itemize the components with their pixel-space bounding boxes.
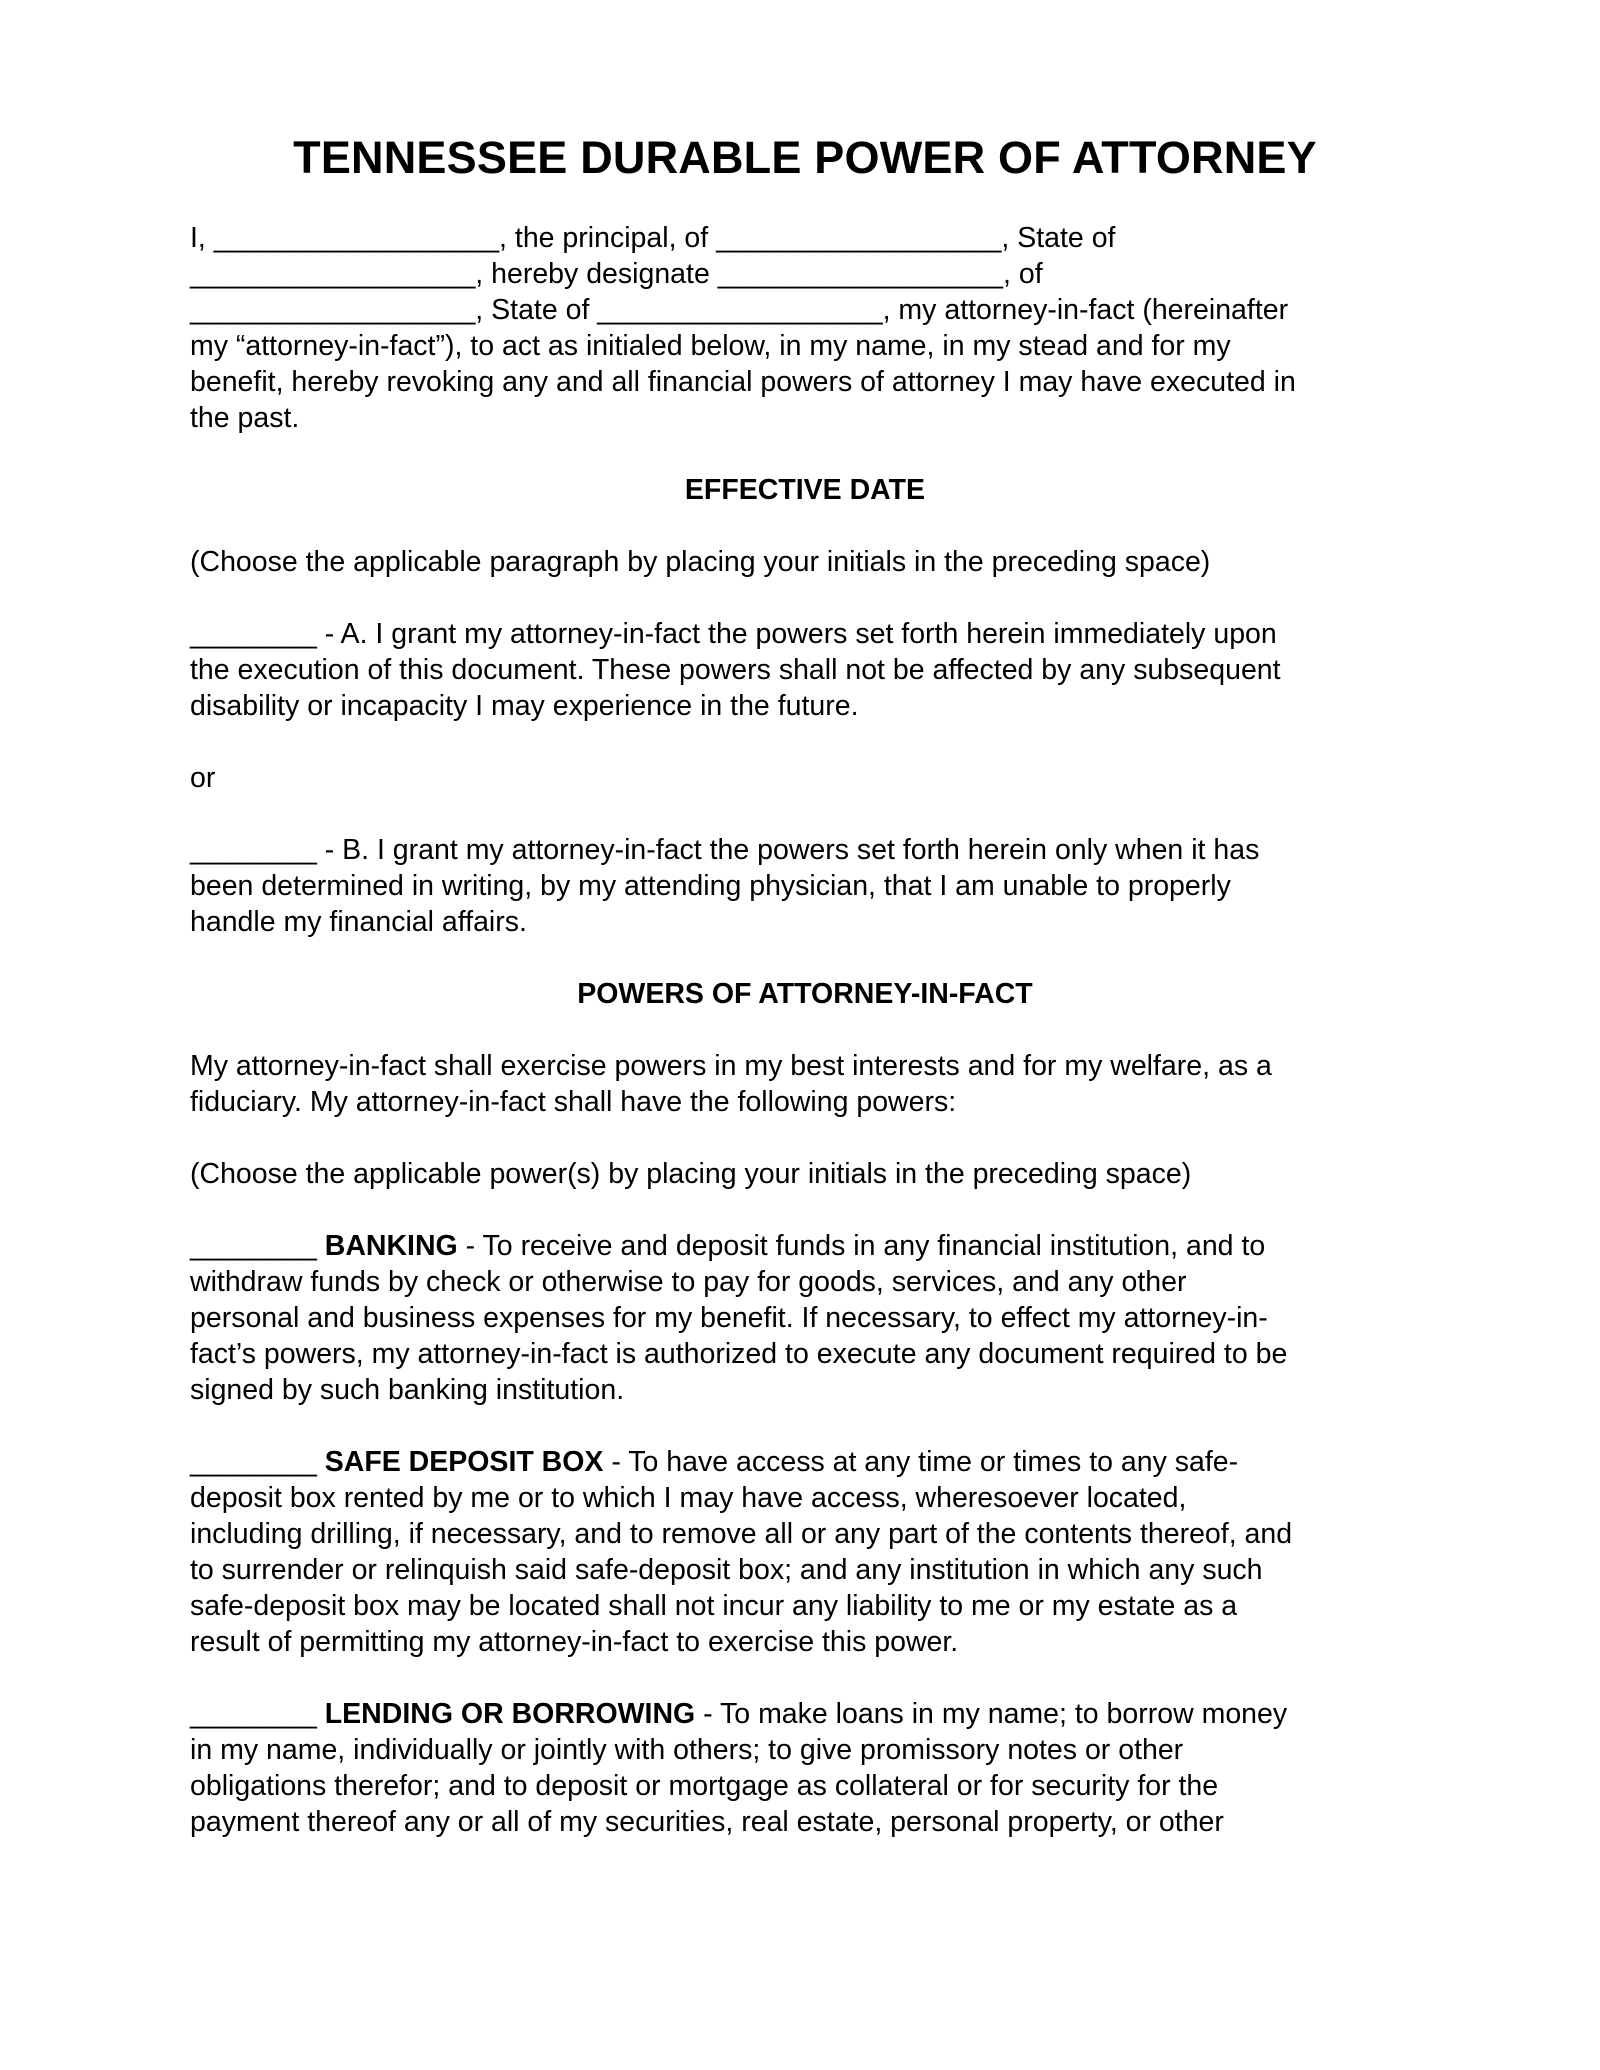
option-b-line: been determined in writing, by my attending physician, that I am unable to properly — [190, 870, 1231, 902]
effective-date-option-b — [190, 832, 1420, 940]
lending-first-text: - To make loans in my name; to borrow money — [695, 1698, 1288, 1730]
option-b-line: ________ - B. I grant my attorney-in-fact the powers set forth herein only when it has — [190, 834, 1260, 866]
safe-deposit-line: result of permitting my attorney-in-fact to exercise this power. — [190, 1626, 959, 1658]
banking-first-text: - To receive and deposit funds in any financial institution, and to — [457, 1230, 1266, 1262]
safe-deposit-label: SAFE DEPOSIT BOX — [324, 1446, 604, 1478]
initials-blank: ________ — [190, 1230, 325, 1262]
safe-deposit-line: deposit box rented by me or to which I may have access, wheresoever located, — [190, 1482, 1187, 1514]
initials-blank: ________ — [190, 1446, 325, 1478]
option-a-line: ________ - A. I grant my attorney-in-fact the powers set forth herein immediately upon — [190, 618, 1277, 650]
lending-power-paragraph — [190, 1696, 1420, 1840]
or-separator: or — [190, 762, 216, 794]
intro-line: __________________, hereby designate __________________, of — [190, 258, 1043, 290]
intro-line: my “attorney-in-fact”), to act as initialed below, in my name, in my stead and for my — [190, 330, 1231, 362]
lending-line: payment thereof any or all of my securities, real estate, personal property, or other — [190, 1806, 1224, 1838]
initials-blank: ________ — [190, 1698, 325, 1730]
effective-date-option-a — [190, 616, 1420, 724]
safe-deposit-line: safe-deposit box may be located shall not incur any liability to me or my estate as a — [190, 1590, 1238, 1622]
document-body — [190, 128, 1420, 1840]
lending-line: in my name, individually or jointly with others; to give promissory notes or other — [190, 1734, 1184, 1766]
banking-first-line — [190, 1228, 1420, 1264]
banking-line: fact’s powers, my attorney-in-fact is authorized to execute any document required to be — [190, 1338, 1288, 1370]
intro-line: I, __________________, the principal, of __________________, State of — [190, 222, 1116, 254]
powers-heading: POWERS OF ATTORNEY-IN-FACT — [577, 978, 1033, 1010]
lending-line: obligations therefor; and to deposit or mortgage as collateral or for security for the — [190, 1770, 1219, 1802]
powers-intro-line: fiduciary. My attorney-in-fact shall have the following powers: — [190, 1086, 957, 1118]
banking-line: withdraw funds by check or otherwise to pay for goods, services, and any other — [190, 1266, 1187, 1298]
powers-instruction: (Choose the applicable power(s) by placing your initials in the preceding space) — [190, 1158, 1192, 1190]
option-b-line: handle my financial affairs. — [190, 906, 527, 938]
banking-label: BANKING — [324, 1230, 458, 1262]
safe-deposit-line: including drilling, if necessary, and to remove all or any part of the contents thereof, and — [190, 1518, 1293, 1550]
safe-deposit-first-text: - To have access at any time or times to any safe- — [603, 1446, 1239, 1478]
intro-paragraph — [190, 220, 1420, 436]
banking-line: signed by such banking institution. — [190, 1374, 625, 1406]
safe-deposit-line: to surrender or relinquish said safe-deposit box; and any institution in which any such — [190, 1554, 1263, 1586]
banking-power-paragraph — [190, 1228, 1420, 1408]
intro-line: __________________, State of __________________, my attorney-in-fact (hereinafter — [190, 294, 1289, 326]
document-title: TENNESSEE DURABLE POWER OF ATTORNEY — [293, 132, 1317, 183]
safe-deposit-power-paragraph — [190, 1444, 1420, 1660]
powers-intro-paragraph — [190, 1048, 1420, 1120]
safe-deposit-first-line — [190, 1444, 1420, 1480]
intro-line: the past. — [190, 402, 300, 434]
option-a-line: disability or incapacity I may experience in the future. — [190, 690, 859, 722]
powers-intro-line: My attorney-in-fact shall exercise powers in my best interests and for my welfare, as a — [190, 1050, 1272, 1082]
effective-date-instruction: (Choose the applicable paragraph by placing your initials in the preceding space) — [190, 546, 1211, 578]
banking-line: personal and business expenses for my benefit. If necessary, to effect my attorney-in- — [190, 1302, 1268, 1334]
option-a-line: the execution of this document. These powers shall not be affected by any subsequent — [190, 654, 1281, 686]
lending-first-line — [190, 1696, 1420, 1732]
intro-line: benefit, hereby revoking any and all financial powers of attorney I may have executed in — [190, 366, 1296, 398]
lending-label: LENDING OR BORROWING — [324, 1698, 696, 1730]
effective-date-heading: EFFECTIVE DATE — [684, 474, 926, 506]
